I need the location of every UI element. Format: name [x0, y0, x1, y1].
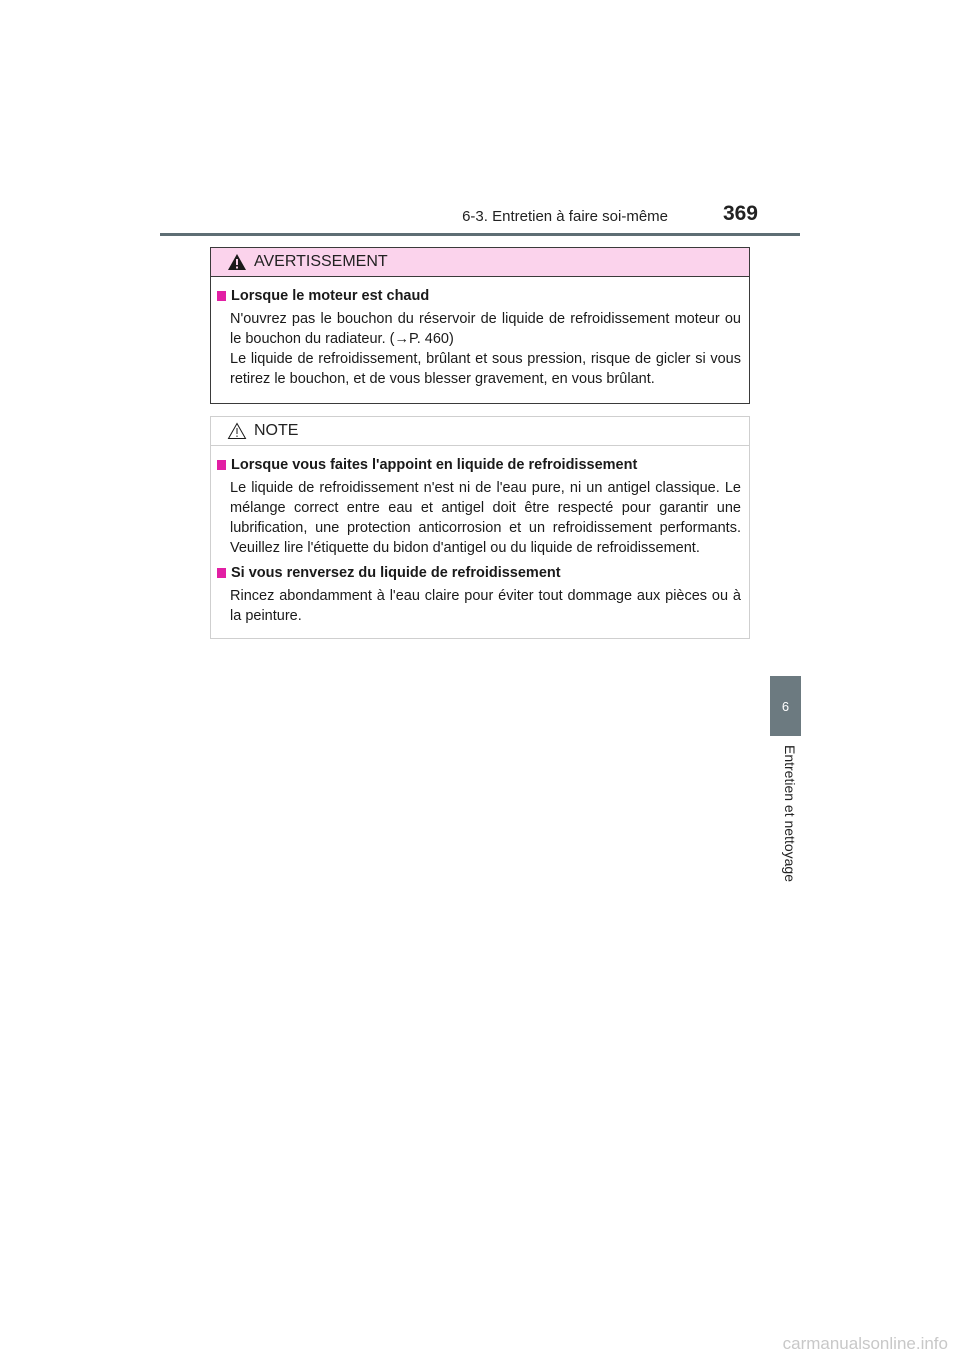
header-rule	[160, 233, 800, 236]
note-header	[211, 417, 749, 446]
note-item-heading: Lorsque vous faites l'appoint en liquide de refroidissement	[217, 455, 741, 475]
watermark: carmanualsonline.info	[782, 1334, 948, 1353]
page-header	[160, 200, 800, 234]
caution-triangle-icon	[227, 422, 247, 440]
note-box	[210, 416, 750, 639]
warning-box	[210, 247, 750, 404]
note-body	[211, 446, 749, 626]
bullet-square-icon	[217, 291, 226, 301]
note-title: NOTE	[254, 422, 299, 439]
warning-body	[211, 277, 749, 389]
note-item-heading: Si vous renversez du liquide de refroidissement	[217, 563, 741, 583]
warning-item-text: N'ouvrez pas le bouchon du réservoir de liquide de refroidissement moteur ou le bouchon du radiateur. (→P. 460) Le liquide de refroidissement, brûlant et sous pression, risque de gicler si vous retirez le bouchon, et de vous blesser gravement, en vous brûlant.	[230, 311, 741, 387]
bullet-square-icon	[217, 568, 226, 578]
chapter-tab	[770, 676, 801, 736]
warning-header	[211, 248, 749, 277]
warning-item-heading: Lorsque le moteur est chaud	[217, 286, 741, 306]
warning-title: AVERTISSEMENT	[254, 253, 388, 270]
bullet-square-icon	[217, 460, 226, 470]
note-item-text: Le liquide de refroidissement n'est ni de l'eau pure, ni un antigel classique. Le mélange correct entre eau et antigel doit être respecté pour garantir une lubrification, une protection anticorrosion et un refroidissement performants. Veuillez lire l'étiquette du bidon d'antigel ou du liquide de refroidissement.	[230, 480, 741, 556]
section-title: 6-3. Entretien à faire soi-même	[462, 208, 668, 225]
chapter-number: 6	[781, 698, 790, 714]
warning-triangle-icon	[227, 253, 247, 271]
note-item-text: Rincez abondamment à l'eau claire pour éviter tout dommage aux pièces ou à la peinture.	[230, 588, 741, 624]
page-number: 369	[722, 202, 758, 225]
chapter-label: Entretien et nettoyage	[782, 745, 798, 882]
